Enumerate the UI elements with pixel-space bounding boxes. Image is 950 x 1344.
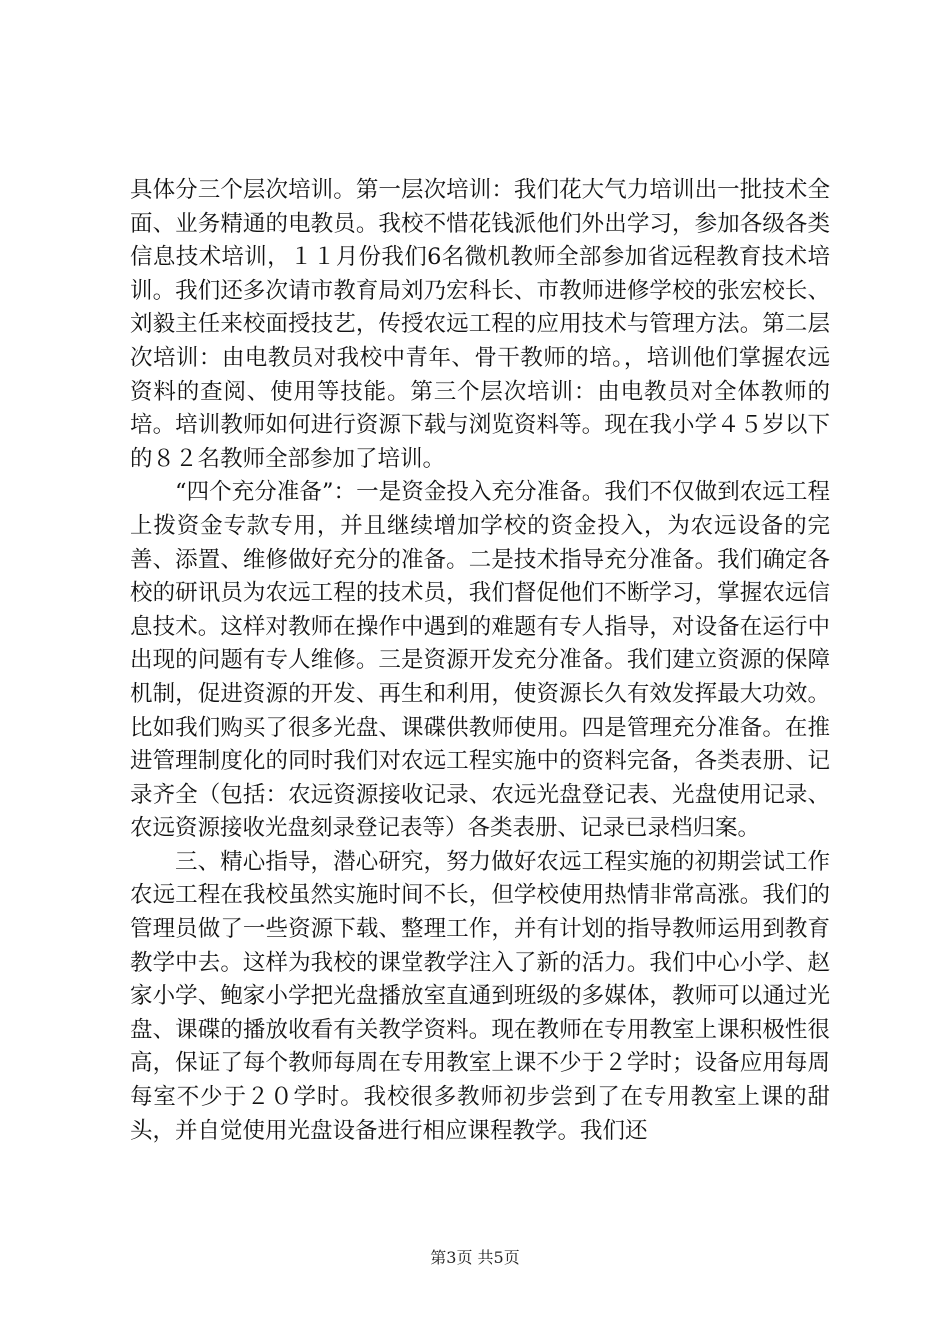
- paragraph-four-preparations: “四个充分准备”：一是资金投入充分准备。我们不仅做到农远工程上拨资金专款专用，并且继续增加学校的资金投入，为农远设备的完善、添置、维修做好充分的准备。二是技术指导充分准备。我们确定各校的研讯员为农远工程的技术员，我们督促他们不断学习，掌握农远信息技术。这样对教师在操作中遇到的难题有专人指导，对设备在运行中出现的问题有专人维修。三是资源开发充分准备。我们建立资源的保障机制，促进资源的开发、再生和利用，使资源长久有效发挥最大功效。比如我们购买了很多光盘、课碟供教师使用。四是管理充分准备。在推进管理制度化的同时我们对农远工程实施中的资料完备，各类表册、记录齐全（包括：农远资源接收记录、农远光盘登记表、光盘使用记录、农远资源接收光盘刻录登记表等）各类表册、记录已录档归案。: [130, 479, 830, 842]
- page-number-footer: 第3页 共5页: [430, 1248, 520, 1267]
- paragraph-training-levels: 具体分三个层次培训。第一层次培训：我们花大气力培训出一批技术全面、业务精通的电教员。我校不惜花钱派他们外出学习，参加各级各类信息技术培训，１１月份我们6名微机教师全部参加省远程教育技术培训。我们还多次请市教育局刘乃宏科长、市教师进修学校的张宏校长、刘毅主任来校面授技艺，传授农远工程的应用技术与管理方法。第二层次培训：由电教员对我校中青年、骨干教师的培。，培训他们掌握农远资料的查阅、使用等技能。第三个层次培训：由电教员对全体教师的培。培训教师如何进行资源下载与浏览资料等。现在我小学４５岁以下的８２名教师全部参加了培训。: [130, 177, 830, 472]
- paragraph-guidance-research: 三、精心指导，潜心研究，努力做好农远工程实施的初期尝试工作农远工程在我校虽然实施时间不长，但学校使用热情非常高涨。我们的管理员做了一些资源下载、整理工作，并有计划的指导教师运用到教育教学中去。这样为我校的课堂教学注入了新的活力。我们中心小学、赵家小学、鲍家小学把光盘播放室直通到班级的多媒体，教师可以通过光盘、课碟的播放收看有关教学资料。现在教师在专用教室上课积极性很高，保证了每个教师每周在专用教室上课不少于２学时；设备应用每周每室不少于２０学时。我校很多教师初步尝到了在专用教室上课的甜头，并自觉使用光盘设备进行相应课程教学。我们还: [130, 848, 830, 1144]
- document-body: [130, 174, 830, 1148]
